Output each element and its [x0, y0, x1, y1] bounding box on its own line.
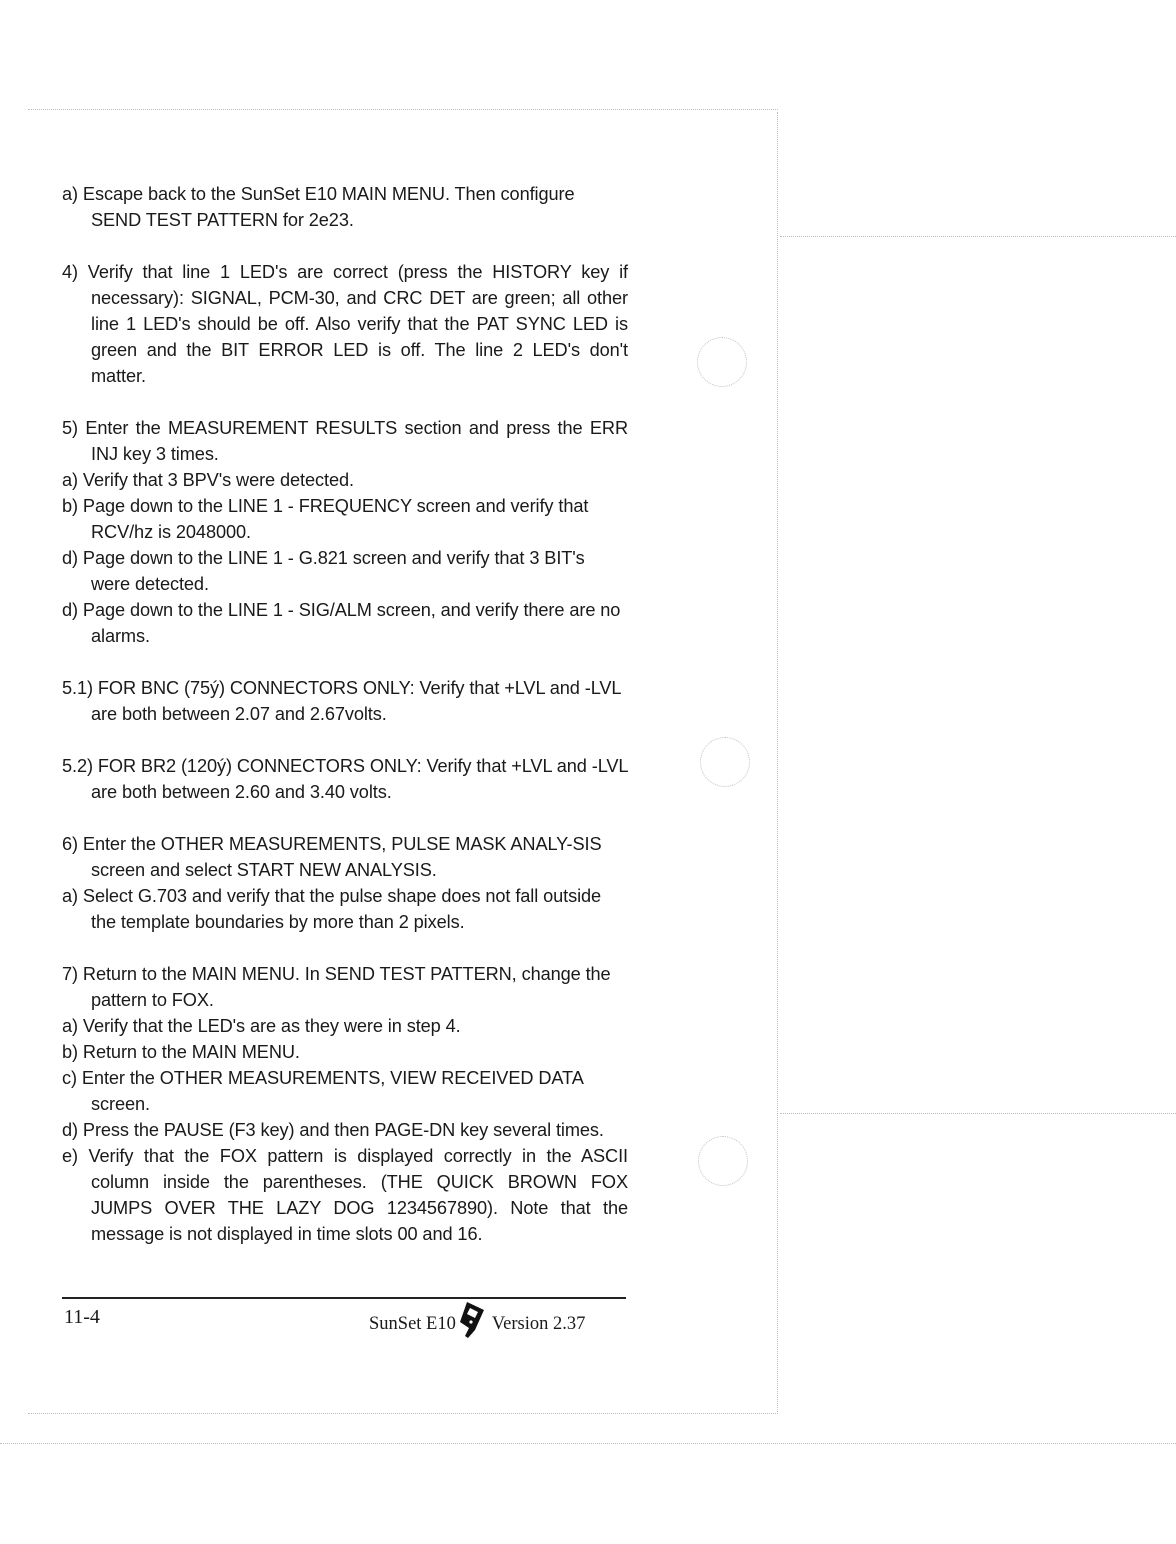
- footer-title: [369, 1308, 585, 1340]
- step-6-pulse-mask: 6) Enter the OTHER MEASUREMENTS, PULSE MASK ANALY-SIS screen and select START NEW ANALYSIS.: [62, 834, 602, 880]
- punch-hole-bottom: [698, 1136, 748, 1186]
- step-5-measurement-results: 5) Enter the MEASUREMENT RESULTS section and press the ERR INJ key 3 times.: [62, 418, 628, 464]
- punch-hole-middle: [700, 737, 750, 787]
- step-5-1-bnc-connectors: 5.1) FOR BNC (75ý) CONNECTORS ONLY: Verify that +LVL and -LVL are both between 2.07 and 2.67volts.: [62, 678, 621, 724]
- page-number: 11-4: [64, 1306, 100, 1328]
- footer-product: SunSet E10: [369, 1313, 456, 1334]
- step-5d-g821: d) Page down to the LINE 1 - G.821 screen and verify that 3 BIT's were detected.: [62, 548, 585, 594]
- step-7d-pause: d) Press the PAUSE (F3 key) and then PAGE-DN key several times.: [62, 1120, 604, 1140]
- step-7-fox-pattern: 7) Return to the MAIN MENU. In SEND TEST PATTERN, change the pattern to FOX.: [62, 964, 611, 1010]
- scan-edge-top: [28, 109, 778, 110]
- scan-edge-side-1: [780, 236, 1176, 237]
- step-a-send-pattern: a) Escape back to the SunSet E10 MAIN MENU. Then configure SEND TEST PATTERN for 2e23.: [62, 184, 575, 230]
- step-7b-main-menu: b) Return to the MAIN MENU.: [62, 1042, 300, 1062]
- procedure-steps: [62, 181, 628, 1247]
- step-5b-frequency: b) Page down to the LINE 1 - FREQUENCY screen and verify that RCV/hz is 2048000.: [62, 496, 589, 542]
- scan-edge-right: [777, 112, 778, 1412]
- footer-version: Version 2.37: [491, 1313, 586, 1334]
- step-7e-verify-fox: e) Verify that the FOX pattern is displayed correctly in the ASCII column inside the parentheses. (THE QUICK BROWN FOX JUMPS OVER THE LAZY DOG 1234567890). Note that the message is not displayed in time slots 00 and 16.: [62, 1146, 628, 1244]
- step-5d-sig-alm: d) Page down to the LINE 1 - SIG/ALM screen, and verify there are no alarms.: [62, 600, 621, 646]
- scan-edge-bottom: [28, 1413, 778, 1414]
- step-5-2-br2-connectors: 5.2) FOR BR2 (120ý) CONNECTORS ONLY: Verify that +LVL and -LVL are both between 2.60 and 3.40 volts.: [62, 756, 628, 802]
- step-7c-view-received-data: c) Enter the OTHER MEASUREMENTS, VIEW RECEIVED DATA screen.: [62, 1068, 583, 1114]
- step-7a-verify-leds: a) Verify that the LED's are as they were in step 4.: [62, 1016, 461, 1036]
- punch-hole-top: [697, 337, 747, 387]
- scan-edge-lower: [0, 1443, 1176, 1444]
- sunset-handheld-logo-icon: [458, 1300, 486, 1340]
- footer-rule: [62, 1297, 626, 1299]
- scan-edge-side-2: [780, 1113, 1176, 1114]
- step-6a-g703: a) Select G.703 and verify that the pulse shape does not fall outside the template boundaries by more than 2 pixels.: [62, 886, 602, 932]
- step-5a-bpv: a) Verify that 3 BPV's were detected.: [62, 470, 354, 490]
- step-4-verify-leds: 4) Verify that line 1 LED's are correct (press the HISTORY key if necessary): SIGNAL, PCM-30, and CRC DET are green; all other line 1 LED's should be off. Also verify that the PAT SYNC LED is green and the BIT ERROR LED is off. The line 2 LED's don't matter.: [62, 262, 628, 386]
